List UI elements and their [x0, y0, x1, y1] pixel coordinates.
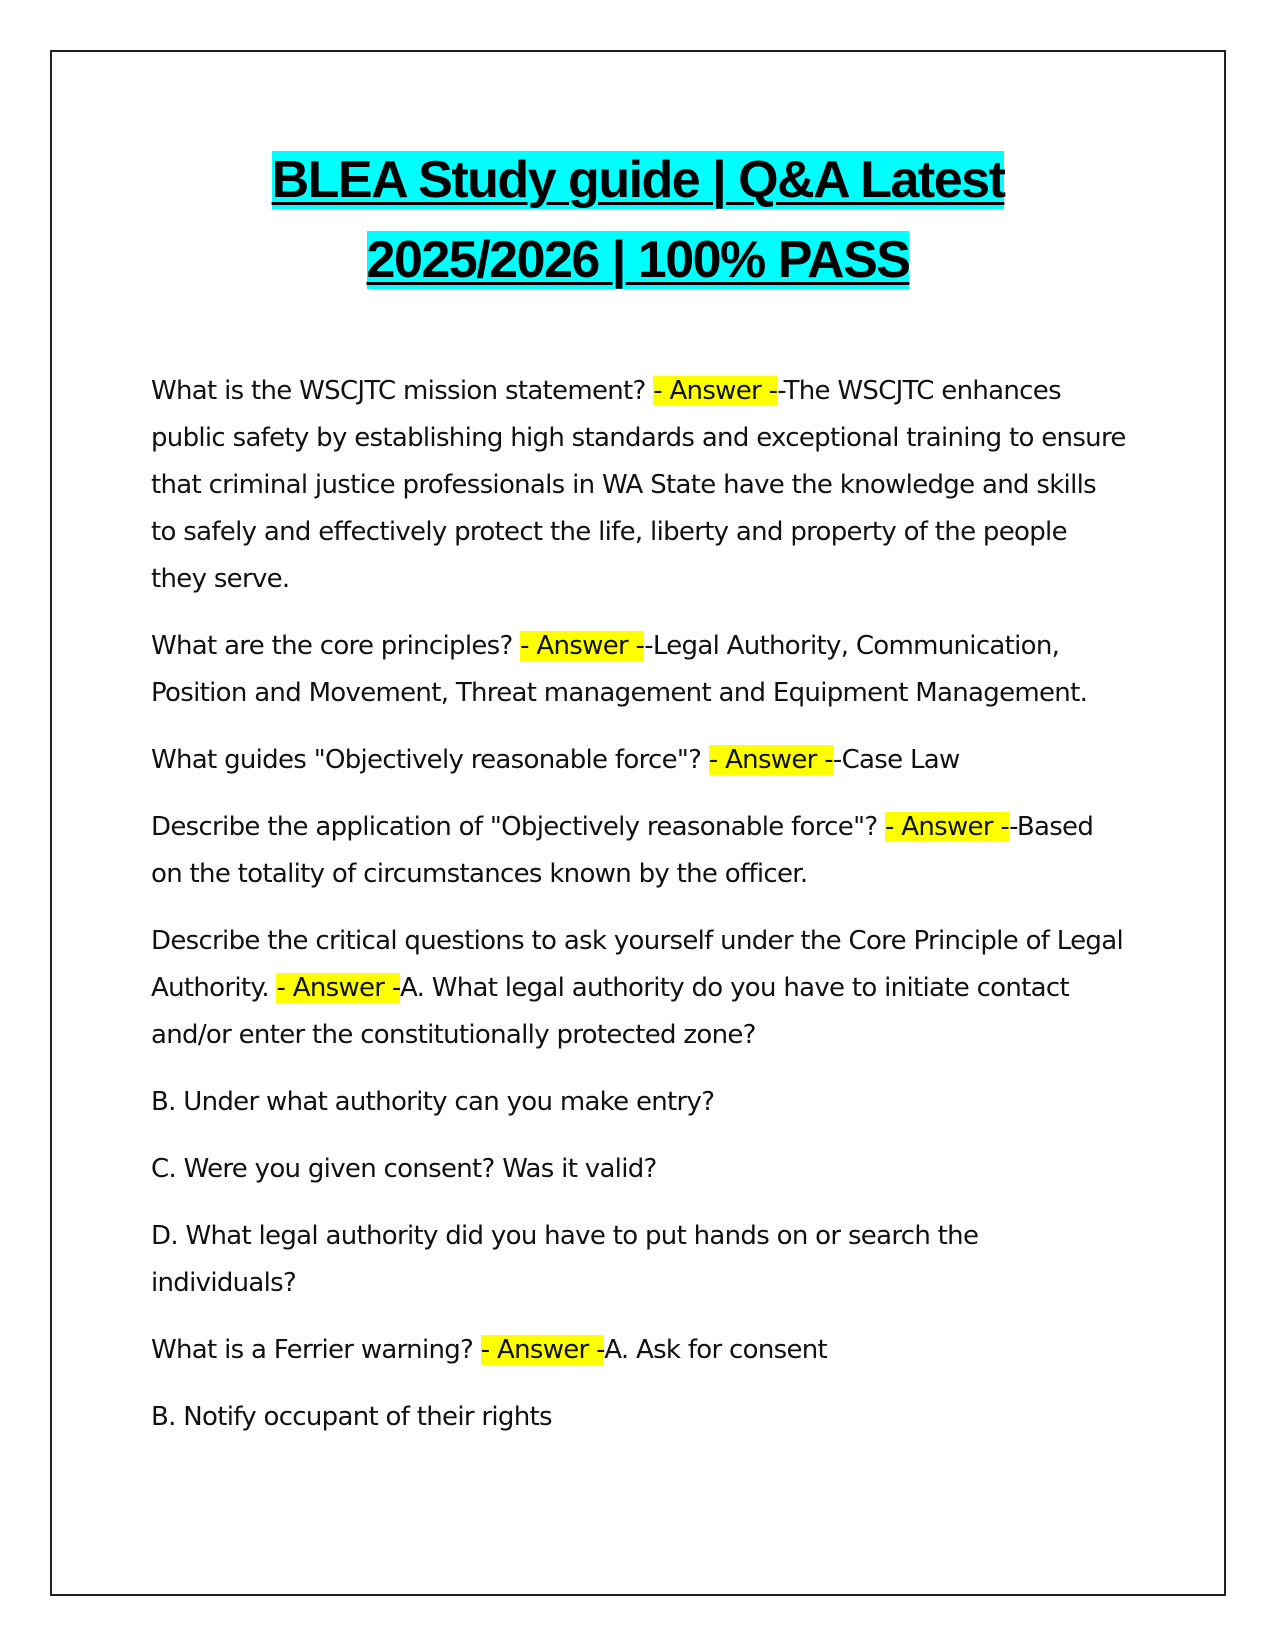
answer-text: -The WSCJTC enhances public safety by establishing high standards and exceptional training to ensure that criminal justice professionals in WA State have the knowledge and skills to safely and effectively protect the life, liberty and property of the people they serve.	[151, 376, 1126, 594]
answer-continuation: D. What legal authority did you have to put hands on or search the individuals?	[151, 1221, 979, 1298]
question-text: Describe the application of "Objectively reasonable force"?	[151, 812, 878, 842]
qa-paragraph	[151, 918, 1126, 1059]
answer-text: -Based on the totality of circumstances known by the officer.	[151, 812, 1094, 889]
answer-marker: - Answer -	[708, 745, 833, 775]
qa-paragraph	[151, 1327, 1126, 1374]
answer-marker: - Answer -	[276, 973, 400, 1003]
title-line-2: 2025/2026 | 100% PASS	[366, 231, 910, 289]
answer-continuation: C. Were you given consent? Was it valid?	[151, 1154, 657, 1184]
question-text: What is the WSCJTC mission statement?	[151, 376, 646, 406]
question-text: What are the core principles?	[151, 631, 513, 661]
answer-text: A. Ask for consent	[604, 1335, 828, 1365]
answer-marker: - Answer -	[480, 1335, 605, 1365]
qa-paragraph	[151, 623, 1126, 717]
question-text: What guides "Objectively reasonable force"?	[151, 745, 702, 775]
title-line-1: BLEA Study guide | Q&A Latest	[271, 151, 1005, 209]
document-title	[50, 140, 1226, 300]
answer-continuation: B. Notify occupant of their rights	[151, 1402, 552, 1432]
qa-paragraph	[151, 804, 1126, 898]
qa-content	[151, 368, 1126, 1461]
qa-paragraph	[151, 368, 1126, 603]
answer-marker: - Answer -	[653, 376, 778, 406]
answer-marker: - Answer -	[520, 631, 645, 661]
question-text: Describe the critical questions to ask yourself under the Core Principle of Legal Authority.	[151, 926, 1123, 1003]
answer-text: A. What legal authority do you have to initiate contact and/or enter the constitutionally protected zone?	[151, 973, 1069, 1050]
answer-text: -Legal Authority, Communication, Position and Movement, Threat management and Equipment Management.	[151, 631, 1088, 708]
answer-marker: - Answer -	[885, 812, 1010, 842]
answer-continuation: B. Under what authority can you make entry?	[151, 1087, 715, 1117]
answer-text: -Case Law	[832, 745, 960, 775]
qa-paragraph	[151, 737, 1126, 784]
question-text: What is a Ferrier warning?	[151, 1335, 474, 1365]
